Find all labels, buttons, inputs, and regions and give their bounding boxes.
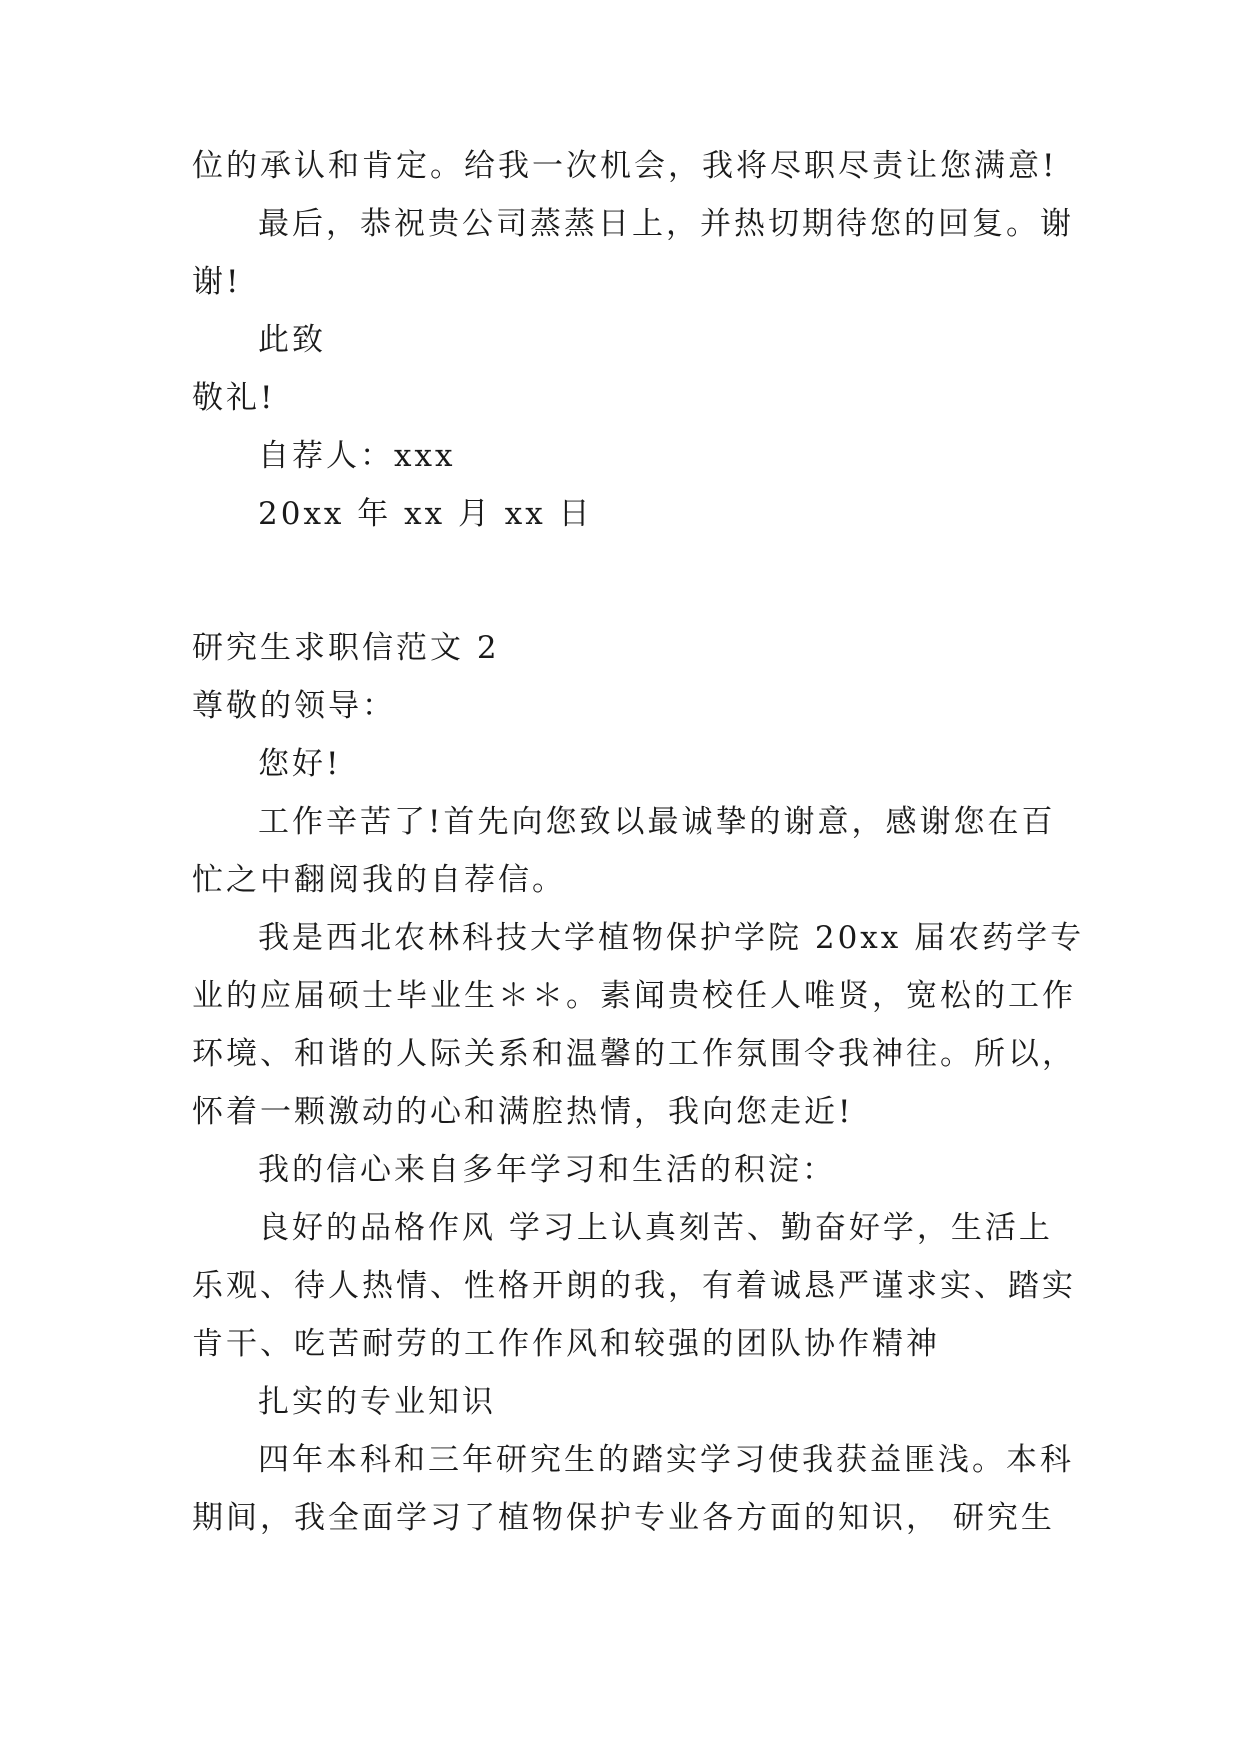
body-line: 环境、和谐的人际关系和温馨的工作氛围令我神往。所以， [192,1036,1076,1072]
body-line: 四年本科和三年研究生的踏实学习使我获益匪浅。本科 [258,1442,1074,1478]
body-line: 期间，我全面学习了植物保护专业各方面的知识， 研究生 [192,1500,1055,1536]
salutation-line: 敬礼! [192,380,276,416]
body-line: 您好! [258,746,342,782]
body-line: 忙之中翻阅我的自荐信。 [192,862,566,898]
body-line: 良好的品格作风 学习上认真刻苦、勤奋好学，生活上 [258,1210,1053,1246]
subheading-line: 扎实的专业知识 [258,1384,496,1420]
letter-section-2 [192,619,1085,1547]
greeting-line: 尊敬的领导： [192,688,396,724]
body-line: 我的信心来自多年学习和生活的积淀： [258,1152,836,1188]
body-line: 我是西北农林科技大学植物保护学院 20xx 届农药学专 [258,920,1085,956]
section-title: 研究生求职信范文 2 [192,630,500,666]
body-line: 怀着一颗激动的心和满腔热情，我向您走近! [192,1094,854,1130]
body-line: 工作辛苦了!首先向您致以最诚挚的谢意，感谢您在百 [258,804,1056,840]
salutation-line: 此致 [258,322,326,358]
body-line: 位的承认和肯定。给我一次机会，我将尽职尽责让您满意! [192,148,1058,184]
body-line: 业的应届硕士毕业生＊＊。素闻贵校任人唯贤，宽松的工作 [192,978,1076,1014]
letter-ending-section [192,137,1072,543]
date-line: 20xx 年 xx 月 xx 日 [258,496,593,532]
body-line: 肯干、吃苦耐劳的工作作风和较强的团队协作精神 [192,1326,940,1362]
body-line: 谢! [192,264,242,300]
signature-line: 自荐人：xxx [258,438,456,474]
body-line: 乐观、待人热情、性格开朗的我，有着诚恳严谨求实、踏实 [192,1268,1076,1304]
closing-wish-line: 最后，恭祝贵公司蒸蒸日上，并热切期待您的回复。谢 [258,206,1074,242]
